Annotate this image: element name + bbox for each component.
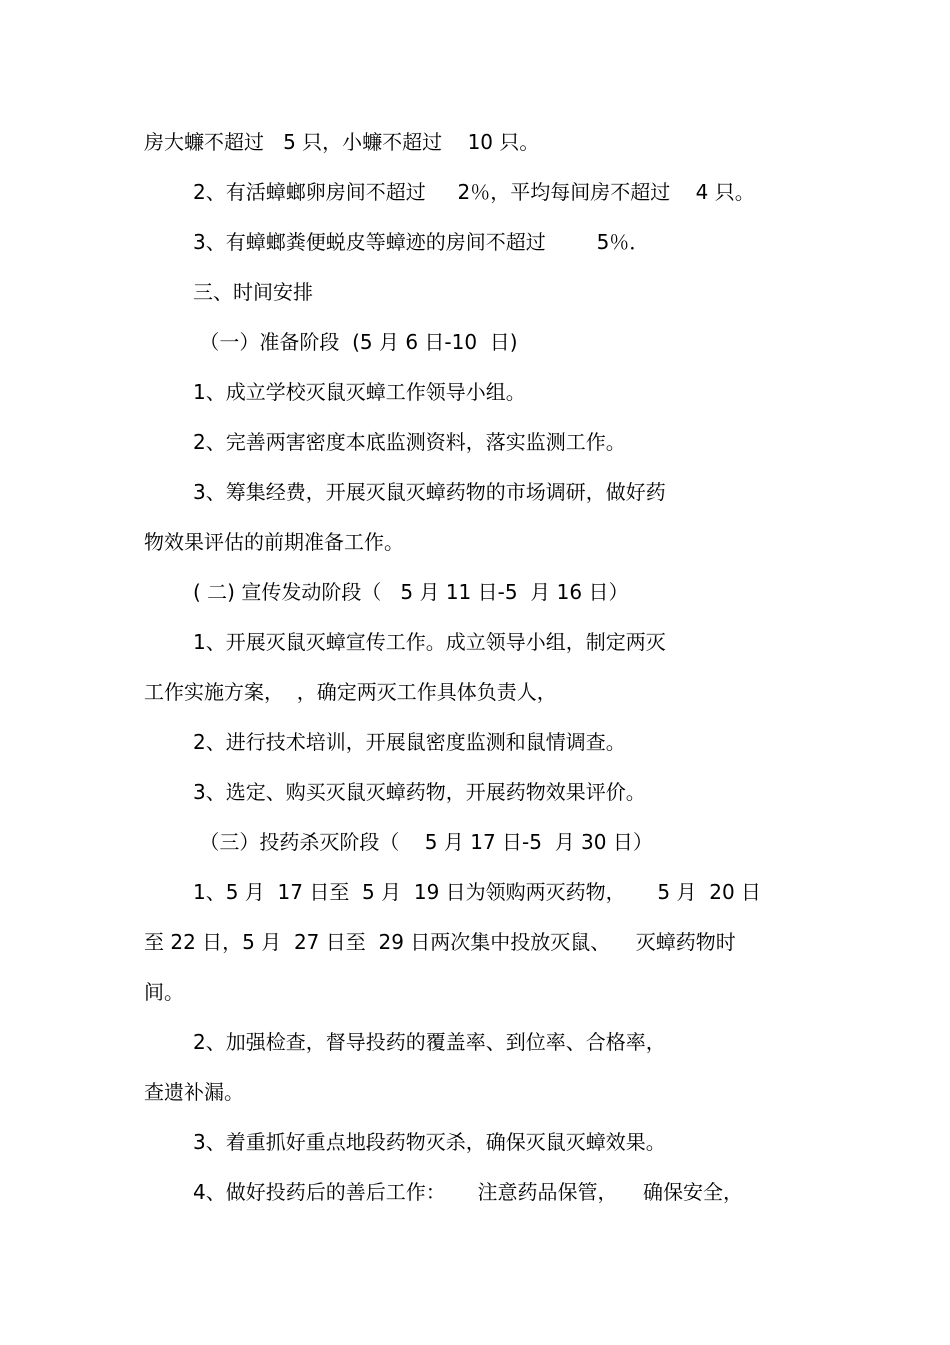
list-item: 2、完善两害密度本底监测资料，落实监测工作。 xyxy=(193,430,626,454)
subsection-heading: ( 二) 宣传发动阶段（ 5 月 11 日-5 月 16 日） xyxy=(193,580,629,604)
list-item: 2、进行技术培训，开展鼠密度监测和鼠情调查。 xyxy=(193,730,626,754)
subsection-heading: （三）投药杀灭阶段（ 5 月 17 日-5 月 30 日） xyxy=(193,830,653,854)
list-item: 1、成立学校灭鼠灭蟑工作领导小组。 xyxy=(193,380,526,404)
paragraph-line: 至 22 日，5 月 27 日至 29 日两次集中投放灭鼠、 灭蟑药物时 xyxy=(144,930,736,954)
list-item: 3、筹集经费，开展灭鼠灭蟑药物的市场调研，做好药 xyxy=(193,480,666,504)
paragraph-line: 2、有活蟑螂卵房间不超过 2％，平均每间房不超过 4 只。 xyxy=(193,180,755,204)
paragraph-line: 工作实施方案， ，确定两灭工作具体负责人， xyxy=(144,680,557,704)
paragraph-line: 房大蠊不超过 5 只，小蠊不超过 10 只。 xyxy=(144,130,540,154)
list-item: 3、选定、购买灭鼠灭蟑药物，开展药物效果评价。 xyxy=(193,780,646,804)
list-item: 3、着重抓好重点地段药物灭杀，确保灭鼠灭蟑效果。 xyxy=(193,1130,666,1154)
paragraph-line: 物效果评估的前期准备工作。 xyxy=(144,530,404,554)
paragraph-line: 3、有蟑螂粪便蜕皮等蟑迹的房间不超过 5％． xyxy=(193,230,650,254)
paragraph-line: 查遗补漏。 xyxy=(144,1080,244,1104)
list-item: 2、加强检查，督导投药的覆盖率、到位率、合格率， xyxy=(193,1030,666,1054)
list-item: 4、做好投药后的善后工作： 注意药品保管， 确保安全， xyxy=(193,1180,743,1204)
subsection-heading: （一）准备阶段 (5 月 6 日-10 日) xyxy=(193,330,518,354)
section-heading: 三、时间安排 xyxy=(193,280,313,304)
list-item: 1、5 月 17 日至 5 月 19 日为领购两灭药物， 5 月 20 日 xyxy=(193,880,762,904)
list-item: 1、开展灭鼠灭蟑宣传工作。成立领导小组，制定两灭 xyxy=(193,630,666,654)
paragraph-line: 间。 xyxy=(144,980,184,1004)
